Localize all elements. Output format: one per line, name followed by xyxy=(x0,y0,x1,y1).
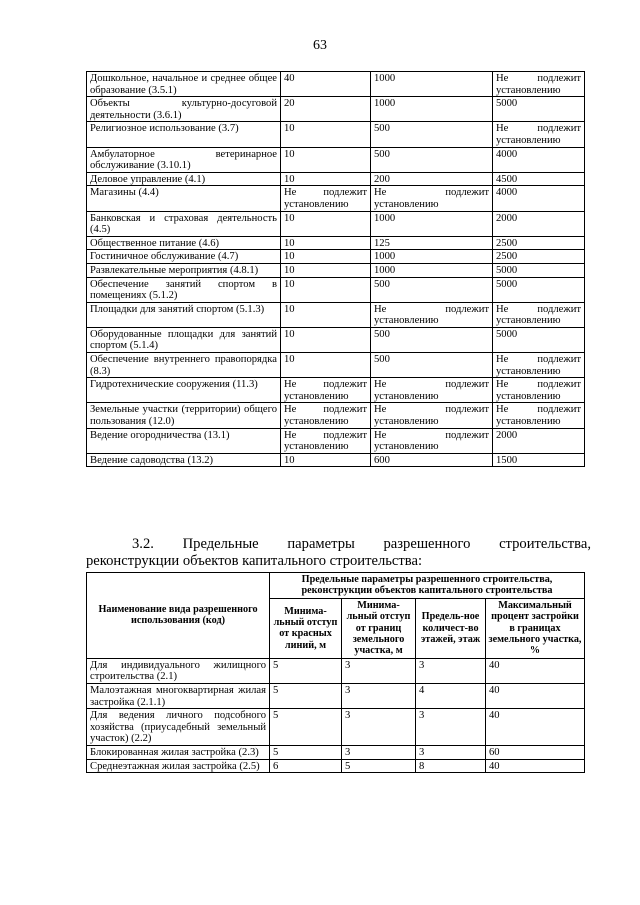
value-cell: 1000 xyxy=(371,250,493,264)
value-cell: Не подлежит установлению xyxy=(493,403,585,428)
use-type-cell: Дошкольное, начальное и среднее общее образование (3.5.1) xyxy=(87,72,281,97)
value-cell: 3 xyxy=(416,658,486,683)
value-cell: 2500 xyxy=(493,250,585,264)
table-row xyxy=(87,302,585,327)
value-cell: 3 xyxy=(342,746,416,760)
table-row xyxy=(87,263,585,277)
value-cell: 10 xyxy=(281,453,371,467)
value-cell: 60 xyxy=(486,746,585,760)
header-use-type: Наименование вида разрешенного использования (код) xyxy=(87,573,270,659)
value-cell: 600 xyxy=(371,453,493,467)
value-cell: 5000 xyxy=(493,263,585,277)
use-type-cell: Ведение садоводства (13.2) xyxy=(87,453,281,467)
value-cell: Не подлежит установлению xyxy=(281,186,371,211)
use-type-cell: Гидротехнические сооружения (11.3) xyxy=(87,378,281,403)
table-row xyxy=(87,759,585,773)
value-cell: 10 xyxy=(281,147,371,172)
value-cell: 2000 xyxy=(493,211,585,236)
value-cell: 500 xyxy=(371,327,493,352)
value-cell: 10 xyxy=(281,211,371,236)
value-cell: Не подлежит установлению xyxy=(371,428,493,453)
table-row xyxy=(87,353,585,378)
value-cell: 1000 xyxy=(371,97,493,122)
table-row xyxy=(87,122,585,147)
value-cell: 5 xyxy=(270,658,342,683)
use-type-cell: Блокированная жилая застройка (2.3) xyxy=(87,746,270,760)
value-cell: 1000 xyxy=(371,263,493,277)
table-row xyxy=(87,236,585,250)
value-cell: 4000 xyxy=(493,147,585,172)
use-type-cell: Малоэтажная многоквартирная жилая застройка (2.1.1) xyxy=(87,684,270,709)
table-row xyxy=(87,378,585,403)
header-boundary-setback: Минима-льный отступ от границ земельного участка, м xyxy=(342,598,416,658)
value-cell: 2500 xyxy=(493,236,585,250)
table-row xyxy=(87,684,585,709)
value-cell: 5000 xyxy=(493,277,585,302)
value-cell: 40 xyxy=(281,72,371,97)
value-cell: 5000 xyxy=(493,327,585,352)
table-row xyxy=(87,746,585,760)
table-row xyxy=(87,453,585,467)
use-type-cell: Обеспечение занятий спортом в помещениях (5.1.2) xyxy=(87,277,281,302)
use-type-cell: Гостиничное обслуживание (4.7) xyxy=(87,250,281,264)
table-row xyxy=(87,277,585,302)
header-red-line-setback: Минима-льный отступ от красных линий, м xyxy=(270,598,342,658)
value-cell: Не подлежит установлению xyxy=(493,353,585,378)
construction-limits-table xyxy=(86,572,585,773)
value-cell: Не подлежит установлению xyxy=(281,378,371,403)
value-cell: 8 xyxy=(416,759,486,773)
value-cell: 3 xyxy=(342,658,416,683)
use-type-cell: Амбулаторное ветеринарное обслуживание (3.10.1) xyxy=(87,147,281,172)
value-cell: 500 xyxy=(371,277,493,302)
table-row xyxy=(87,658,585,683)
value-cell: 4500 xyxy=(493,172,585,186)
table-row xyxy=(87,250,585,264)
use-type-cell: Религиозное использование (3.7) xyxy=(87,122,281,147)
table-row xyxy=(87,147,585,172)
value-cell: 3 xyxy=(416,709,486,746)
use-type-cell: Среднеэтажная жилая застройка (2.5) xyxy=(87,759,270,773)
value-cell: 500 xyxy=(371,122,493,147)
value-cell: Не подлежит установлению xyxy=(371,378,493,403)
value-cell: 3 xyxy=(342,709,416,746)
value-cell: 10 xyxy=(281,327,371,352)
header-max-coverage: Максимальный процент застройки в границах земельного участка, % xyxy=(486,598,585,658)
page-number: 63 xyxy=(313,38,327,53)
value-cell: 10 xyxy=(281,263,371,277)
value-cell: 10 xyxy=(281,236,371,250)
value-cell: 40 xyxy=(486,759,585,773)
value-cell: 40 xyxy=(486,658,585,683)
value-cell: 10 xyxy=(281,122,371,147)
use-type-cell: Оборудованные площадки для занятий спортом (5.1.4) xyxy=(87,327,281,352)
value-cell: 1500 xyxy=(493,453,585,467)
value-cell: 3 xyxy=(342,684,416,709)
value-cell: 40 xyxy=(486,684,585,709)
table-row xyxy=(87,403,585,428)
construction-limits-table-body xyxy=(87,658,585,772)
value-cell: 10 xyxy=(281,172,371,186)
value-cell: 40 xyxy=(486,709,585,746)
value-cell: 125 xyxy=(371,236,493,250)
table-row xyxy=(87,186,585,211)
use-type-cell: Банковская и страховая деятельность (4.5) xyxy=(87,211,281,236)
use-type-cell: Магазины (4.4) xyxy=(87,186,281,211)
table-row xyxy=(87,428,585,453)
value-cell: 3 xyxy=(416,746,486,760)
value-cell: 5 xyxy=(342,759,416,773)
use-type-cell: Площадки для занятий спортом (5.1.3) xyxy=(87,302,281,327)
value-cell: 1000 xyxy=(371,72,493,97)
header-group: Предельные параметры разрешенного строительства, реконструкции объектов капитального строительства xyxy=(270,573,585,599)
value-cell: 2000 xyxy=(493,428,585,453)
land-use-parameters-table-body xyxy=(87,72,585,467)
value-cell: Не подлежит установлению xyxy=(371,302,493,327)
value-cell: 10 xyxy=(281,353,371,378)
table-row xyxy=(87,72,585,97)
value-cell: 200 xyxy=(371,172,493,186)
table-row xyxy=(87,172,585,186)
value-cell: Не подлежит установлению xyxy=(371,403,493,428)
value-cell: Не подлежит установлению xyxy=(281,403,371,428)
use-type-cell: Общественное питание (4.6) xyxy=(87,236,281,250)
use-type-cell: Для индивидуального жилищного строительства (2.1) xyxy=(87,658,270,683)
use-type-cell: Деловое управление (4.1) xyxy=(87,172,281,186)
value-cell: 6 xyxy=(270,759,342,773)
section-heading-line-2: реконструкции объектов капитального строительства: xyxy=(86,553,422,569)
value-cell: 500 xyxy=(371,147,493,172)
value-cell: Не подлежит установлению xyxy=(281,428,371,453)
table-row xyxy=(87,327,585,352)
value-cell: Не подлежит установлению xyxy=(493,302,585,327)
value-cell: Не подлежит установлению xyxy=(493,122,585,147)
use-type-cell: Ведение огородничества (13.1) xyxy=(87,428,281,453)
value-cell: Не подлежит установлению xyxy=(493,378,585,403)
value-cell: Не подлежит установлению xyxy=(493,72,585,97)
table-row xyxy=(87,709,585,746)
table-row xyxy=(87,211,585,236)
value-cell: 1000 xyxy=(371,211,493,236)
value-cell: Не подлежит установлению xyxy=(371,186,493,211)
value-cell: 500 xyxy=(371,353,493,378)
use-type-cell: Развлекательные мероприятия (4.8.1) xyxy=(87,263,281,277)
section-heading-line-1: 3.2. Предельные параметры разрешенного строительства, xyxy=(132,536,591,552)
table-row xyxy=(87,97,585,122)
use-type-cell: Объекты культурно-досуговой деятельности (3.6.1) xyxy=(87,97,281,122)
value-cell: 5 xyxy=(270,684,342,709)
value-cell: 10 xyxy=(281,250,371,264)
value-cell: 5 xyxy=(270,709,342,746)
value-cell: 4000 xyxy=(493,186,585,211)
header-max-floors: Предель-ное количест-во этажей, этаж xyxy=(416,598,486,658)
land-use-parameters-table xyxy=(86,71,585,467)
use-type-cell: Для ведения личного подсобного хозяйства (приусадебный земельный участок) (2.2) xyxy=(87,709,270,746)
value-cell: 5 xyxy=(270,746,342,760)
value-cell: 5000 xyxy=(493,97,585,122)
use-type-cell: Земельные участки (территории) общего пользования (12.0) xyxy=(87,403,281,428)
use-type-cell: Обеспечение внутреннего правопорядка (8.3) xyxy=(87,353,281,378)
value-cell: 10 xyxy=(281,302,371,327)
section-heading xyxy=(86,536,591,570)
value-cell: 20 xyxy=(281,97,371,122)
value-cell: 4 xyxy=(416,684,486,709)
value-cell: 10 xyxy=(281,277,371,302)
